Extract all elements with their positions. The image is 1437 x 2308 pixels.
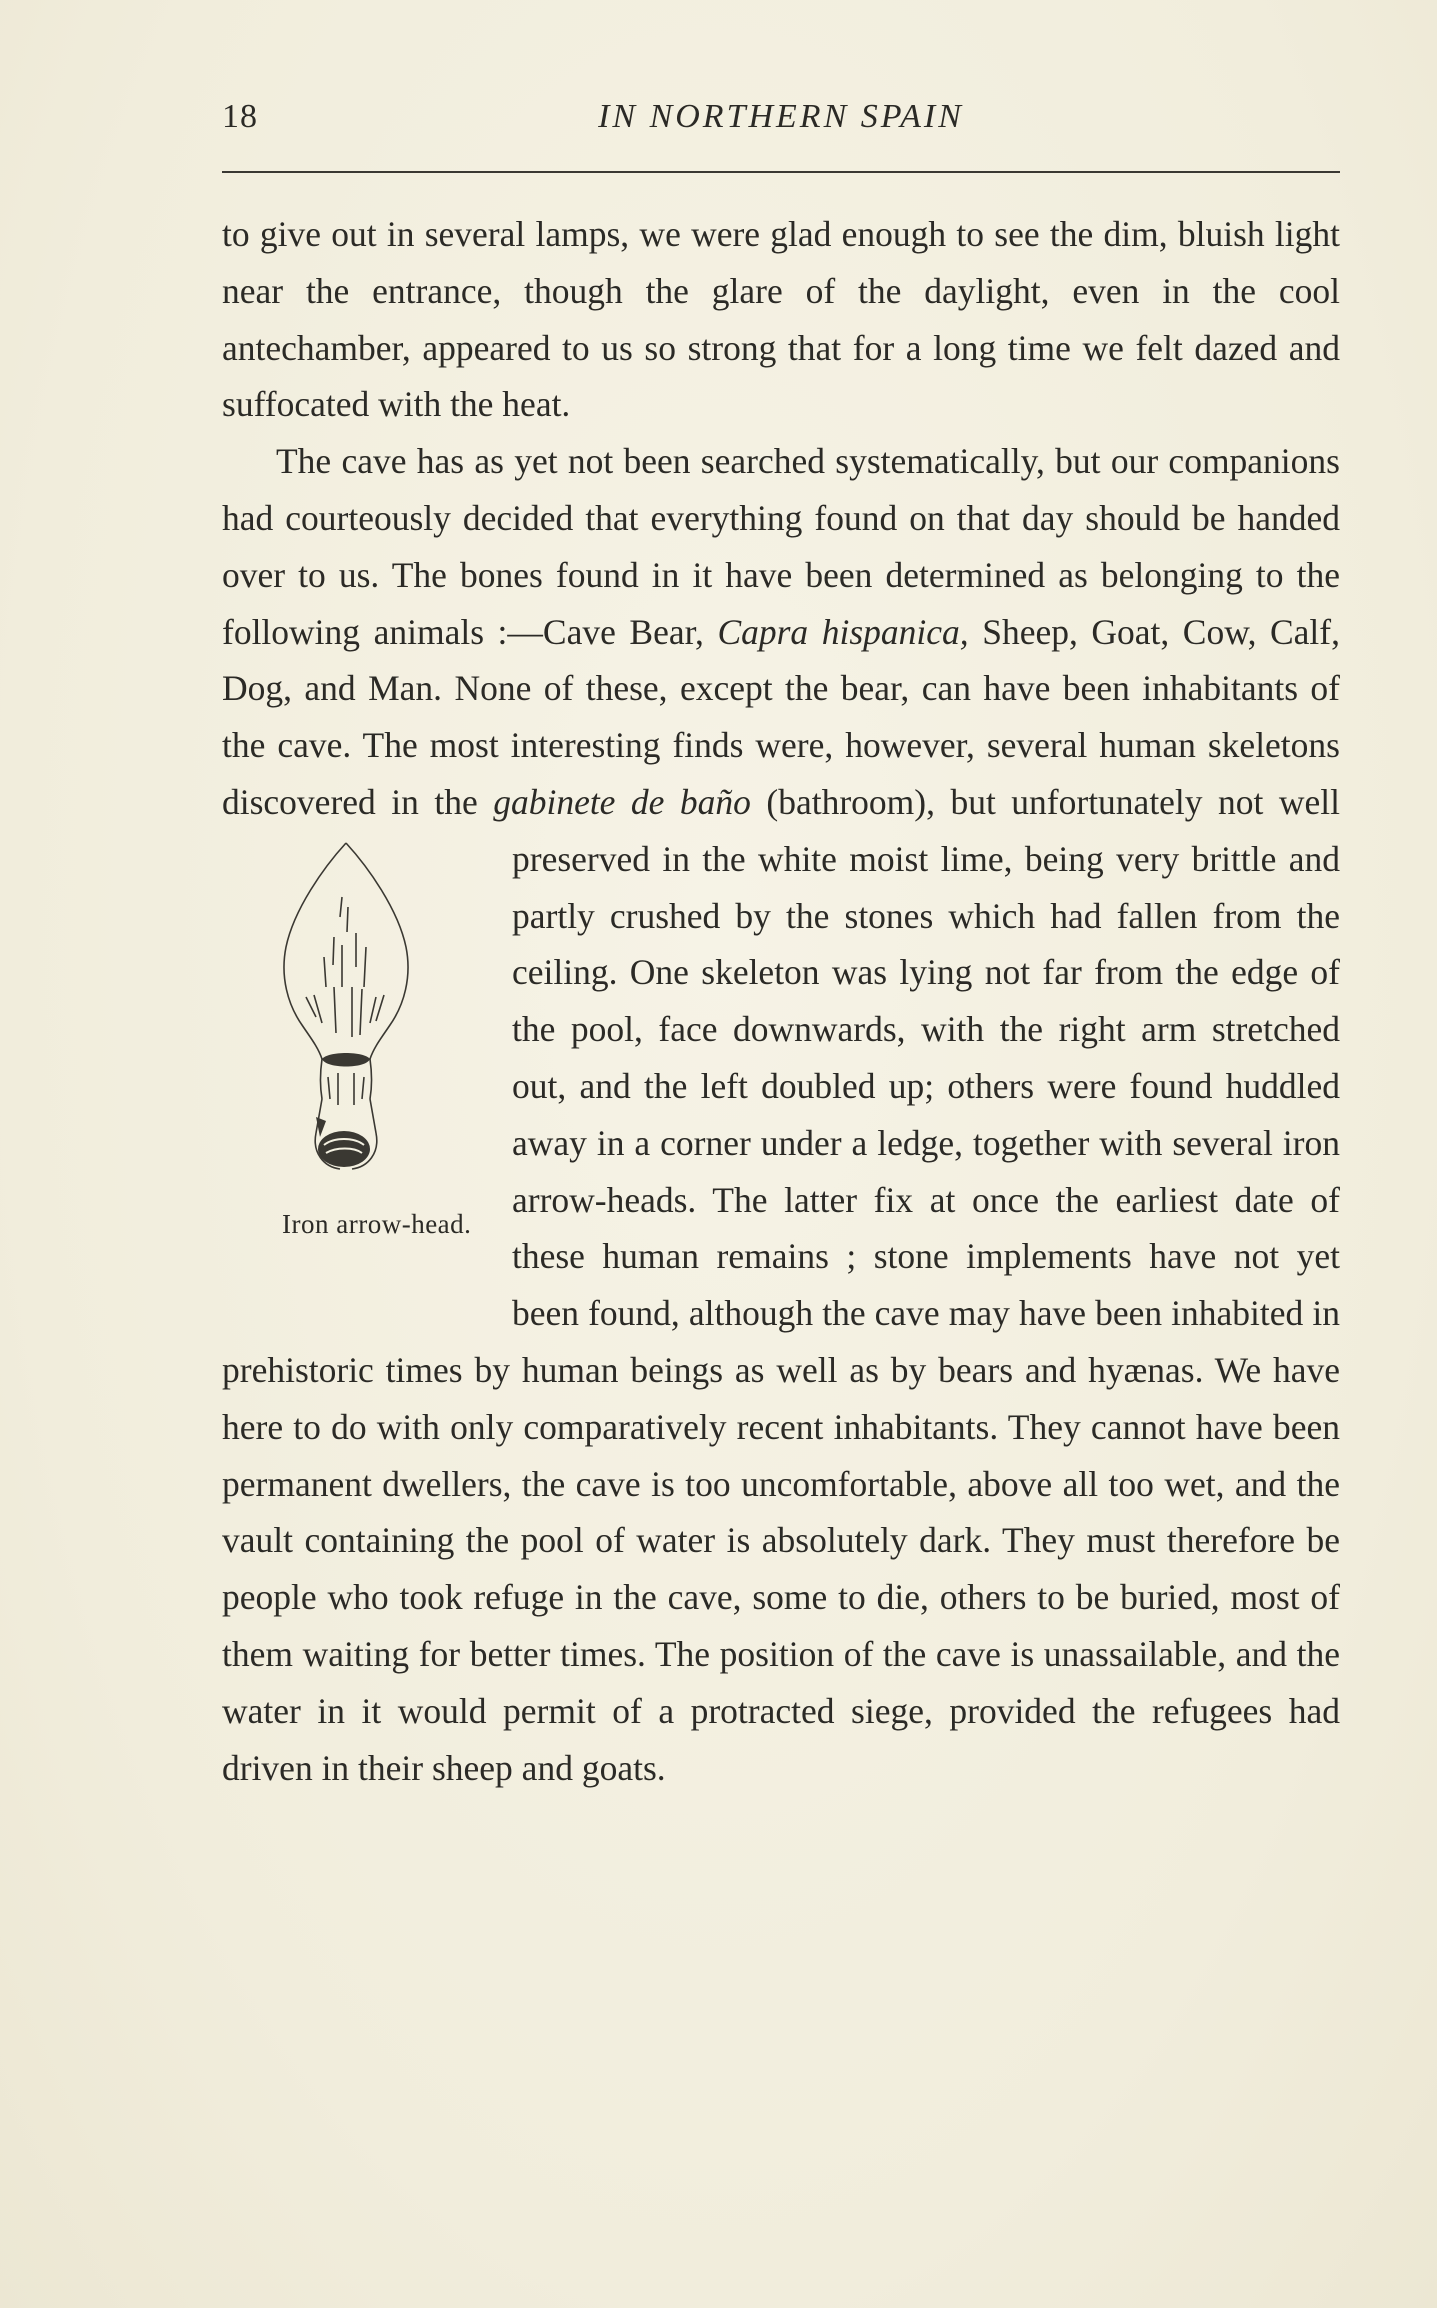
header-rule <box>222 171 1340 173</box>
paragraph-2-part-c: (bathroom), but unfortunately not well preserved in the white moist lime, being very brittle and <box>512 781 1340 879</box>
running-title: IN NORTHERN SPAIN <box>598 98 964 135</box>
figure-caption: Iron arrow-head. <box>282 1208 472 1239</box>
figure-arrow-head <box>218 835 488 1311</box>
running-head <box>222 98 1340 148</box>
room-name: gabinete de baño <box>493 781 751 822</box>
page-number: 18 <box>222 98 258 135</box>
paragraph-2-part-a: The cave has as yet not been searched systematically, but our companions had courteously decided that everything found on that day should be handed over to us. The bones found in it have been determined as belonging to the following animals :—Cave Bear, <box>222 441 1340 652</box>
species-name: Capra hispanica, <box>717 611 969 652</box>
paragraph-2 <box>222 433 1340 1796</box>
iron-arrow-head-illustration <box>276 837 416 1197</box>
paragraph-2-part-d: partly crushed by the stones which had fallen from the ceiling. One skeleton was lying not far from the edge of the pool, face downwards, with the right arm stretched out, and the left doubled up; others were found huddled away in a corner under a ledge, together with several iron arrow-heads. The latter fix at once the earliest date of these human remains ; stone implements have not yet been found, although the cave may have been inhabited in prehistoric times by human beings as well as by bears and hyænas. We have here to do with only comparatively recent inhabitants. They cannot have been permanent dwellers, the cave is too uncomfortable, above all too wet, and the vault containing the pool of water is absolutely dark. They must therefore be people who took refuge in the cave, some to die, others to be buried, most of them waiting for better times. The position of the cave is unassailable, and the water in it would permit of a protracted siege, provided the refugees had driven in their sheep and goats. <box>222 895 1340 1788</box>
paragraph-2-part-b: Sheep, Goat, Cow, Calf, Dog, and Man. None of these, except the bear, can have been inhabitants of the cave. The most interesting finds were, however, several human skeletons discovered in the <box>222 611 1340 822</box>
paragraph-1: to give out in several lamps, we were glad enough to see the dim, bluish light near the entrance, though the glare of the daylight, even in the cool antechamber, appeared to us so strong that for a long time we felt dazed and suffocated with the heat. <box>222 214 1340 425</box>
body-text <box>222 206 1340 1796</box>
